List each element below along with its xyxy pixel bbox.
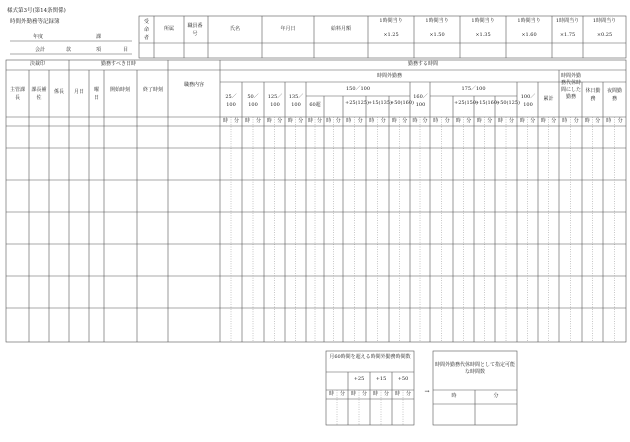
- account-label: 会計: [35, 47, 46, 53]
- rate-160-header: 160／100: [413, 94, 428, 108]
- minute-label: 分: [573, 118, 579, 124]
- summary-minute-label: 分: [383, 391, 389, 397]
- name-label: 氏名: [229, 26, 240, 32]
- rate-label-2: 1時間当り: [425, 18, 449, 24]
- chief-header: 係長: [53, 89, 64, 95]
- hour-label: 時: [455, 118, 461, 124]
- minute-label: 分: [466, 118, 472, 124]
- summary-minute-label: 分: [339, 391, 345, 397]
- summary-hour-label: 時: [372, 391, 378, 397]
- minute-label: 分: [357, 118, 363, 124]
- moku-label: 目: [123, 47, 129, 53]
- hour-label: 時: [584, 118, 590, 124]
- rate-label-1: 1時間当り: [379, 18, 403, 24]
- hour-label: 時: [606, 118, 612, 124]
- work-date-header: 勤務すべき日時: [101, 61, 136, 67]
- total-header: 累計: [543, 96, 554, 102]
- hour-label: 時: [326, 118, 332, 124]
- hour-label: 時: [497, 118, 503, 124]
- rate-mult-5: ×1.75: [559, 32, 576, 38]
- rate-100-header: 100／100: [520, 94, 536, 108]
- hour-label: 時: [540, 118, 546, 124]
- approval-stamp-header: 決裁印: [29, 61, 45, 67]
- summary-hour-label: 時: [328, 391, 334, 397]
- arrow-icon: →: [424, 388, 430, 395]
- rate-125-header: 125／100: [267, 94, 283, 108]
- hour-label: 時: [369, 118, 375, 124]
- rate-label-3: 1時間当り: [471, 18, 495, 24]
- affiliation-label: 所属: [163, 26, 174, 32]
- section-label: 課: [96, 34, 102, 40]
- rate-25-header: 25／100: [225, 94, 237, 108]
- hour-label: 時: [244, 118, 250, 124]
- summary-minute-label: 分: [405, 391, 411, 397]
- minute-label: 分: [255, 118, 261, 124]
- form-number: 様式第3号(第14条関係): [7, 8, 66, 14]
- comp-summary-hour-label: 時: [451, 393, 457, 399]
- hour-label: 時: [519, 118, 525, 124]
- comp-leave-summary-title: 時間外勤務代休時間として指定可能な時間数: [434, 362, 515, 375]
- summary-hour-label: 時: [350, 391, 356, 397]
- rate-50-header: 50／100: [247, 94, 259, 108]
- rate-mult-1: ×1.25: [383, 32, 399, 38]
- recipient-label: 受 命 者: [143, 19, 149, 41]
- night-work-header: 夜間勤務: [606, 88, 622, 102]
- minute-label: 分: [487, 118, 493, 124]
- over-60-summary-title: 月60時間を超える時間外勤務時間数: [329, 354, 411, 360]
- rate-mult-4: ×1.60: [521, 32, 537, 38]
- start-time-header: 開始時刻: [110, 87, 131, 93]
- end-time-header: 終了時刻: [143, 87, 164, 93]
- comp-summary-minute-label: 分: [493, 393, 499, 399]
- minute-label: 分: [233, 118, 239, 124]
- rate-mult-2: ×1.50: [429, 32, 445, 38]
- hour-label: 時: [433, 118, 439, 124]
- hour-label: 時: [222, 118, 228, 124]
- sub-175-plus15-header: +15(160): [475, 100, 499, 106]
- worked-time-header: 勤務する時間: [407, 61, 438, 67]
- minute-label: 分: [277, 118, 283, 124]
- hour-label: 時: [562, 118, 568, 124]
- hour-label: 時: [476, 118, 482, 124]
- rate-label-4: 1時間当り: [517, 18, 541, 24]
- summary-plus50-header: +50: [397, 376, 409, 382]
- hour-label: 時: [307, 118, 313, 124]
- date-header: 月日: [73, 89, 84, 95]
- sub-150-plus50-header: +50(160): [390, 100, 414, 106]
- holiday-work-header: 休日勤務: [585, 88, 601, 102]
- manager-header: 主管課長: [9, 87, 25, 101]
- rate-mult-6: ×0.25: [596, 32, 613, 38]
- rate-mult-3: ×1.35: [475, 32, 491, 38]
- hour-label: 時: [412, 118, 418, 124]
- staff-number-label: 職員番号: [187, 23, 203, 37]
- minute-label: 分: [444, 118, 450, 124]
- summary-hour-label: 時: [394, 391, 400, 397]
- rate-label-5: 1時間当り: [555, 18, 580, 24]
- work-content-header: 職務内容: [183, 82, 204, 88]
- over-60-header: 60超: [309, 102, 321, 108]
- weekday-header: 曜日: [93, 87, 99, 101]
- minute-label: 分: [617, 118, 623, 124]
- hour-label: 時: [346, 118, 352, 124]
- kou-label: 項: [96, 47, 102, 53]
- sub-150-plus25-header: +25(125): [345, 100, 369, 106]
- year-label: 年度: [33, 34, 44, 40]
- minute-label: 分: [595, 118, 601, 124]
- summary-plus15-header: +15: [375, 376, 387, 382]
- minute-label: 分: [298, 118, 304, 124]
- form-title: 時間外勤務等記録簿: [10, 19, 60, 25]
- salary-label: 給料月額: [330, 26, 351, 32]
- rate-label-6: 1時間当り: [592, 18, 617, 24]
- rate-135-header: 135／100: [288, 94, 304, 108]
- minute-label: 分: [551, 118, 557, 124]
- assistant-manager-header: 課長補佐: [31, 87, 47, 101]
- rate-150-group-header: 150／100: [345, 86, 371, 92]
- minute-label: 分: [530, 118, 536, 124]
- summary-plus25-header: +25: [353, 376, 365, 382]
- kan-label: 款: [66, 47, 72, 53]
- minute-label: 分: [508, 118, 514, 124]
- hour-label: 時: [287, 118, 293, 124]
- sub-175-plus25-header: +25(150): [454, 100, 478, 106]
- minute-label: 分: [335, 118, 341, 124]
- minute-label: 分: [422, 118, 428, 124]
- overtime-header: 時間外勤務: [376, 73, 402, 79]
- summary-minute-label: 分: [361, 391, 367, 397]
- minute-label: 分: [402, 118, 408, 124]
- minute-label: 分: [316, 118, 322, 124]
- hour-label: 時: [391, 118, 397, 124]
- sub-175-plus50-header: +50(125): [496, 100, 520, 106]
- birth-date-label: 年月日: [280, 26, 296, 32]
- minute-label: 分: [380, 118, 386, 124]
- sub-150-plus15-header: +15(135): [368, 100, 392, 106]
- rate-175-group-header: 175／100: [461, 86, 486, 92]
- comp-leave-work-header: 時間外勤務代休時間にした勤務: [560, 73, 581, 100]
- hour-label: 時: [266, 118, 272, 124]
